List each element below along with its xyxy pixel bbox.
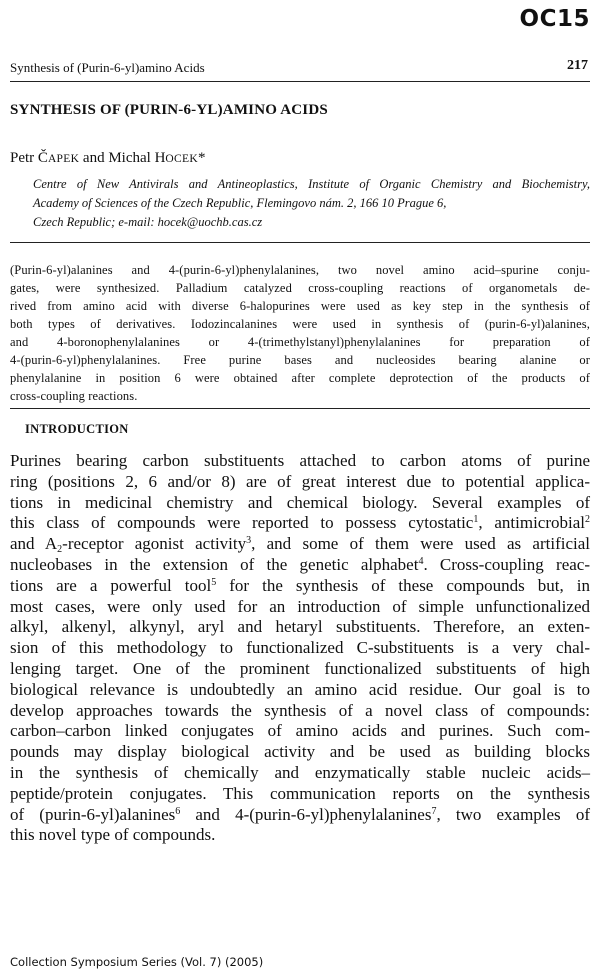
body-text: -receptor agonist activity <box>62 534 247 554</box>
body-line: develop approaches towards the synthesis of a novel class of compounds: <box>10 700 590 720</box>
body-text: this class of compounds were reported to possess cytostatic <box>10 513 474 533</box>
body-line <box>10 534 590 555</box>
abstract-line: both types of derivatives. Iodozincalanines were used in synthesis of (purin-6-yl)alanines, <box>10 317 590 331</box>
running-title: Synthesis of (Purin-6-yl)amino Acids <box>10 60 205 75</box>
citation-ref: 6 <box>175 805 181 817</box>
body-text: of (purin-6-yl)alanines <box>10 804 176 824</box>
body-text: and 4-(purin-6-yl)phenylalanines <box>180 804 432 824</box>
affiliation-line: Academy of Sciences of the Czech Republic, Flemingovo nám. 2, 166 10 Prague 6, <box>33 196 447 210</box>
body-line: pounds may display biological activity and be used as building blocks <box>10 742 590 762</box>
body-line: Purines bearing carbon substituents attached to carbon atoms of purine <box>10 451 590 470</box>
body-text: nucleobases in the extension of the genetic alphabet <box>10 554 419 574</box>
body-line <box>10 555 590 576</box>
body-text: , two examples of <box>436 804 590 824</box>
author-given-name: Petr <box>10 150 38 166</box>
paper-title: SYNTHESIS OF (PURIN-6-YL)AMINO ACIDS <box>10 102 328 118</box>
body-line: alkyl, alkenyl, alkynyl, aryl and hetaryl substituents. Therefore, an exten- <box>10 617 590 637</box>
body-text: tions are a powerful tool <box>10 575 212 595</box>
citation-ref: 7 <box>431 805 437 817</box>
citation-ref: 1 <box>473 514 479 526</box>
abstract <box>10 261 590 405</box>
abstract-line: phenylalanine in position 6 were obtained after complete deprotection of the products of <box>10 371 590 385</box>
abstract-line: 4-(purin-6-yl)phenylalanines. Free purine bases and nucleosides bearing alanine or <box>10 353 590 367</box>
affiliation-line: Czech Republic; e-mail: hocek@uochb.cas.cz <box>33 215 263 229</box>
body-line: tions in medicinal chemistry and chemical biology. Several examples of <box>10 492 590 512</box>
section-rule <box>10 408 590 409</box>
subscript: 2 <box>57 544 63 556</box>
introduction-body <box>10 451 590 846</box>
abstract-line: and 4-boronophenylalanines or 4-(trimethylstanyl)phenylalanines for preparation of <box>10 335 590 349</box>
body-line: carbon–carbon linked conjugates of amino acids and purines. Such com- <box>10 721 590 741</box>
author-surname-rest: OCEK <box>165 153 198 165</box>
journal-footer: Collection Symposium Series (Vol. 7) (2005) <box>10 955 264 969</box>
affiliation <box>33 175 590 232</box>
body-text: , antimicrobial <box>478 513 585 533</box>
section-heading: INTRODUCTION <box>25 422 129 436</box>
header-rule <box>10 81 590 82</box>
body-line <box>10 576 590 597</box>
author-surname-initial: Č <box>37 150 48 166</box>
citation-ref: 5 <box>211 576 217 588</box>
body-line: sion of this methodology to functionalized C-substituents is a very chal- <box>10 638 590 658</box>
page-number: 217 <box>567 58 588 73</box>
citation-ref: 4 <box>418 555 424 567</box>
abstract-line: cross-coupling reactions. <box>10 389 138 403</box>
citation-ref: 2 <box>585 514 590 526</box>
corresponding-author-mark: * <box>197 150 206 166</box>
abstract-line: rived from amino acid with diverse 6-halopurines were used as key step in the synthesis of <box>10 299 590 313</box>
body-text: and A <box>10 534 58 554</box>
citation-ref: 3 <box>246 535 252 547</box>
author-surname-rest: APEK <box>47 153 80 165</box>
body-text: for the synthesis of these compounds but, in <box>216 575 590 595</box>
author-line <box>10 150 205 167</box>
body-line: lenging target. One of the prominent functionalized substituents of high <box>10 658 590 678</box>
author-surname-initial: H <box>154 150 166 166</box>
body-line: biological relevance is undoubtedly an amino acid residue. Our goal is to <box>10 679 590 699</box>
body-line: this novel type of compounds. <box>10 825 216 845</box>
body-line: most cases, were only used for an introduction of simple unfunctionalized <box>10 596 590 616</box>
session-code: OC15 <box>519 6 590 32</box>
abstract-top-rule <box>10 242 590 243</box>
abstract-line: gates, were synthesized. Palladium catalyzed cross-coupling reactions of organometals de- <box>10 281 590 295</box>
body-line <box>10 513 590 534</box>
body-line: ring (positions 2, 6 and/or 8) are of great interest due to potential applica- <box>10 471 590 491</box>
body-line <box>10 805 590 826</box>
body-line: in the synthesis of chemically and enzymatically stable nucleic acids– <box>10 762 590 782</box>
author-connector: and Michal <box>79 150 155 166</box>
body-line: peptide/protein conjugates. This communication reports on the synthesis <box>10 783 590 803</box>
body-text: . Cross-coupling reac- <box>423 554 590 574</box>
abstract-line: (Purin-6-yl)alanines and 4-(purin-6-yl)phenylalanines, two novel amino acid–spurine conju- <box>10 263 590 277</box>
affiliation-line: Centre of New Antivirals and Antineoplastics, Institute of Organic Chemistry and Biochemistry, <box>33 177 590 191</box>
body-text: , and some of them were used as artificial <box>251 534 590 554</box>
